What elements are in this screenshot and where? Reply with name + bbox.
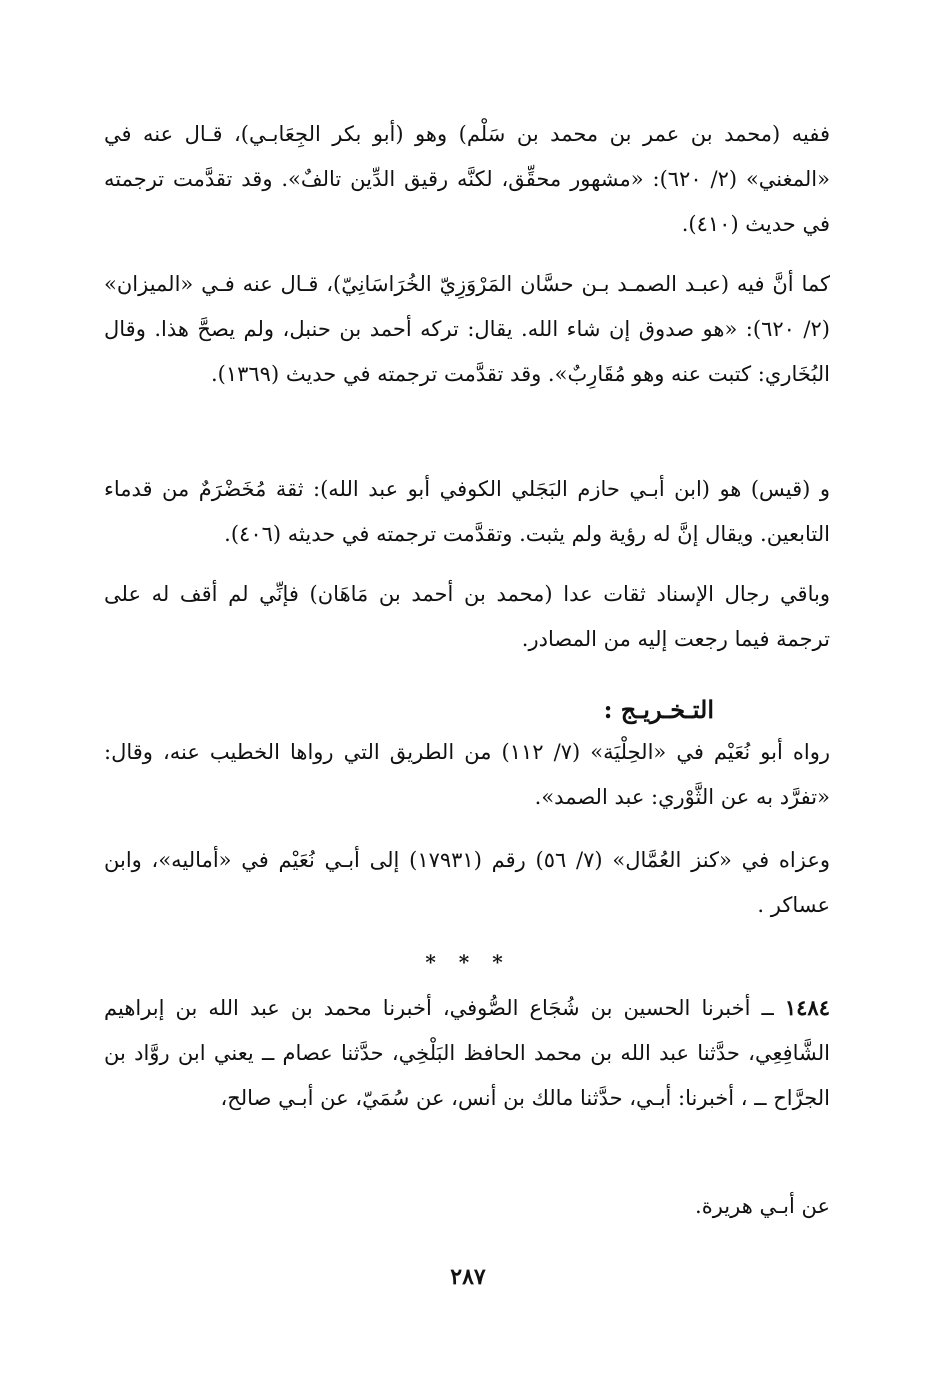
paragraph-jiabi-narrator: ففيه (محمد بن عمر بن محمد بن سَلْم) وهو (أبو بكر الجِعَابـي)، قـال عنه في «المغني» (٢/ ٦٢٠): «مشهور محقِّق، لكنَّه رقيق الدِّين تالفٌ». وقد تقدَّمت ترجمته في حديث (٤١٠).: [104, 122, 830, 236]
section-separator: * * *: [425, 950, 511, 974]
takhrij-heading: التـخـريـج :: [603, 695, 714, 724]
paragraph-qays-narrator: و (قيس) هو (ابن أبـي حازم البَجَلي الكوفي أبو عبد الله): ثقة مُخَضْرَمٌ من قدماء التابعين. ويقال إنَّ له رؤية ولم يثبت. وتقدَّمت ترجمته في حديثه (٤٠٦).: [104, 477, 830, 546]
paragraph-abu-hurayra: عن أبـي هريرة.: [695, 1194, 830, 1218]
paragraph-remaining-narrators: وباقي رجال الإسناد ثقات عدا (محمد بن أحمد بن مَاهَان) فإنِّي لم أقف له على ترجمة فيما رجعت إليه من المصادر.: [104, 582, 830, 651]
hadith-isnad: ــ أخبرنا الحسين بن شُجَاع الصُّوفي، أخبرنا محمد بن عبد الله بن إبراهيم الشَّافِعِي، حدَّثنا عبد الله بن محمد الحافظ البَلْخِي، حدَّثنا عصام ــ يعني ابن روَّاد بن الجرَّاح ــ ، أخبرنا: أبـي، حدَّثنا مالك بن أنس، عن سُمَيّ، عن أبـي صالح،: [104, 996, 830, 1110]
paragraph-hilya-source: رواه أبو نُعَيْم في «الحِلْيَة» (٧/ ١١٢) من الطريق التي رواها الخطيب عنه، وقال: «تفرَّد به عن الثَّوْري: عبد الصمد».: [104, 740, 830, 809]
page-number: ٢٨٧: [450, 1264, 486, 1290]
paragraph-kanz-source: وعزاه في «كنز العُمَّال» (٧/ ٥٦) رقم (١٧٩٣١) إلى أبـي نُعَيْم في «أماليه»، وابن عساكر .: [104, 848, 830, 917]
paragraph-abdussamad-narrator: كما أنَّ فيه (عبـد الصمـد بـن حسَّان المَرْوَزِيّ الخُرَاسَانِيّ)، قـال عنه فـي «الميزان» (٢/ ٦٢٠): «هو صدوق إن شاء الله. يقال: تركه أحمد بن حنبل، ولم يصحَّ هذا. وقال البُخَاري: كتبت عنه وهو مُقَارِبٌ». وقد تقدَّمت ترجمته في حديث (١٣٦٩).: [104, 272, 830, 386]
paragraph-hadith-1484: [104, 985, 830, 1121]
hadith-number: ١٤٨٤: [784, 995, 830, 1020]
